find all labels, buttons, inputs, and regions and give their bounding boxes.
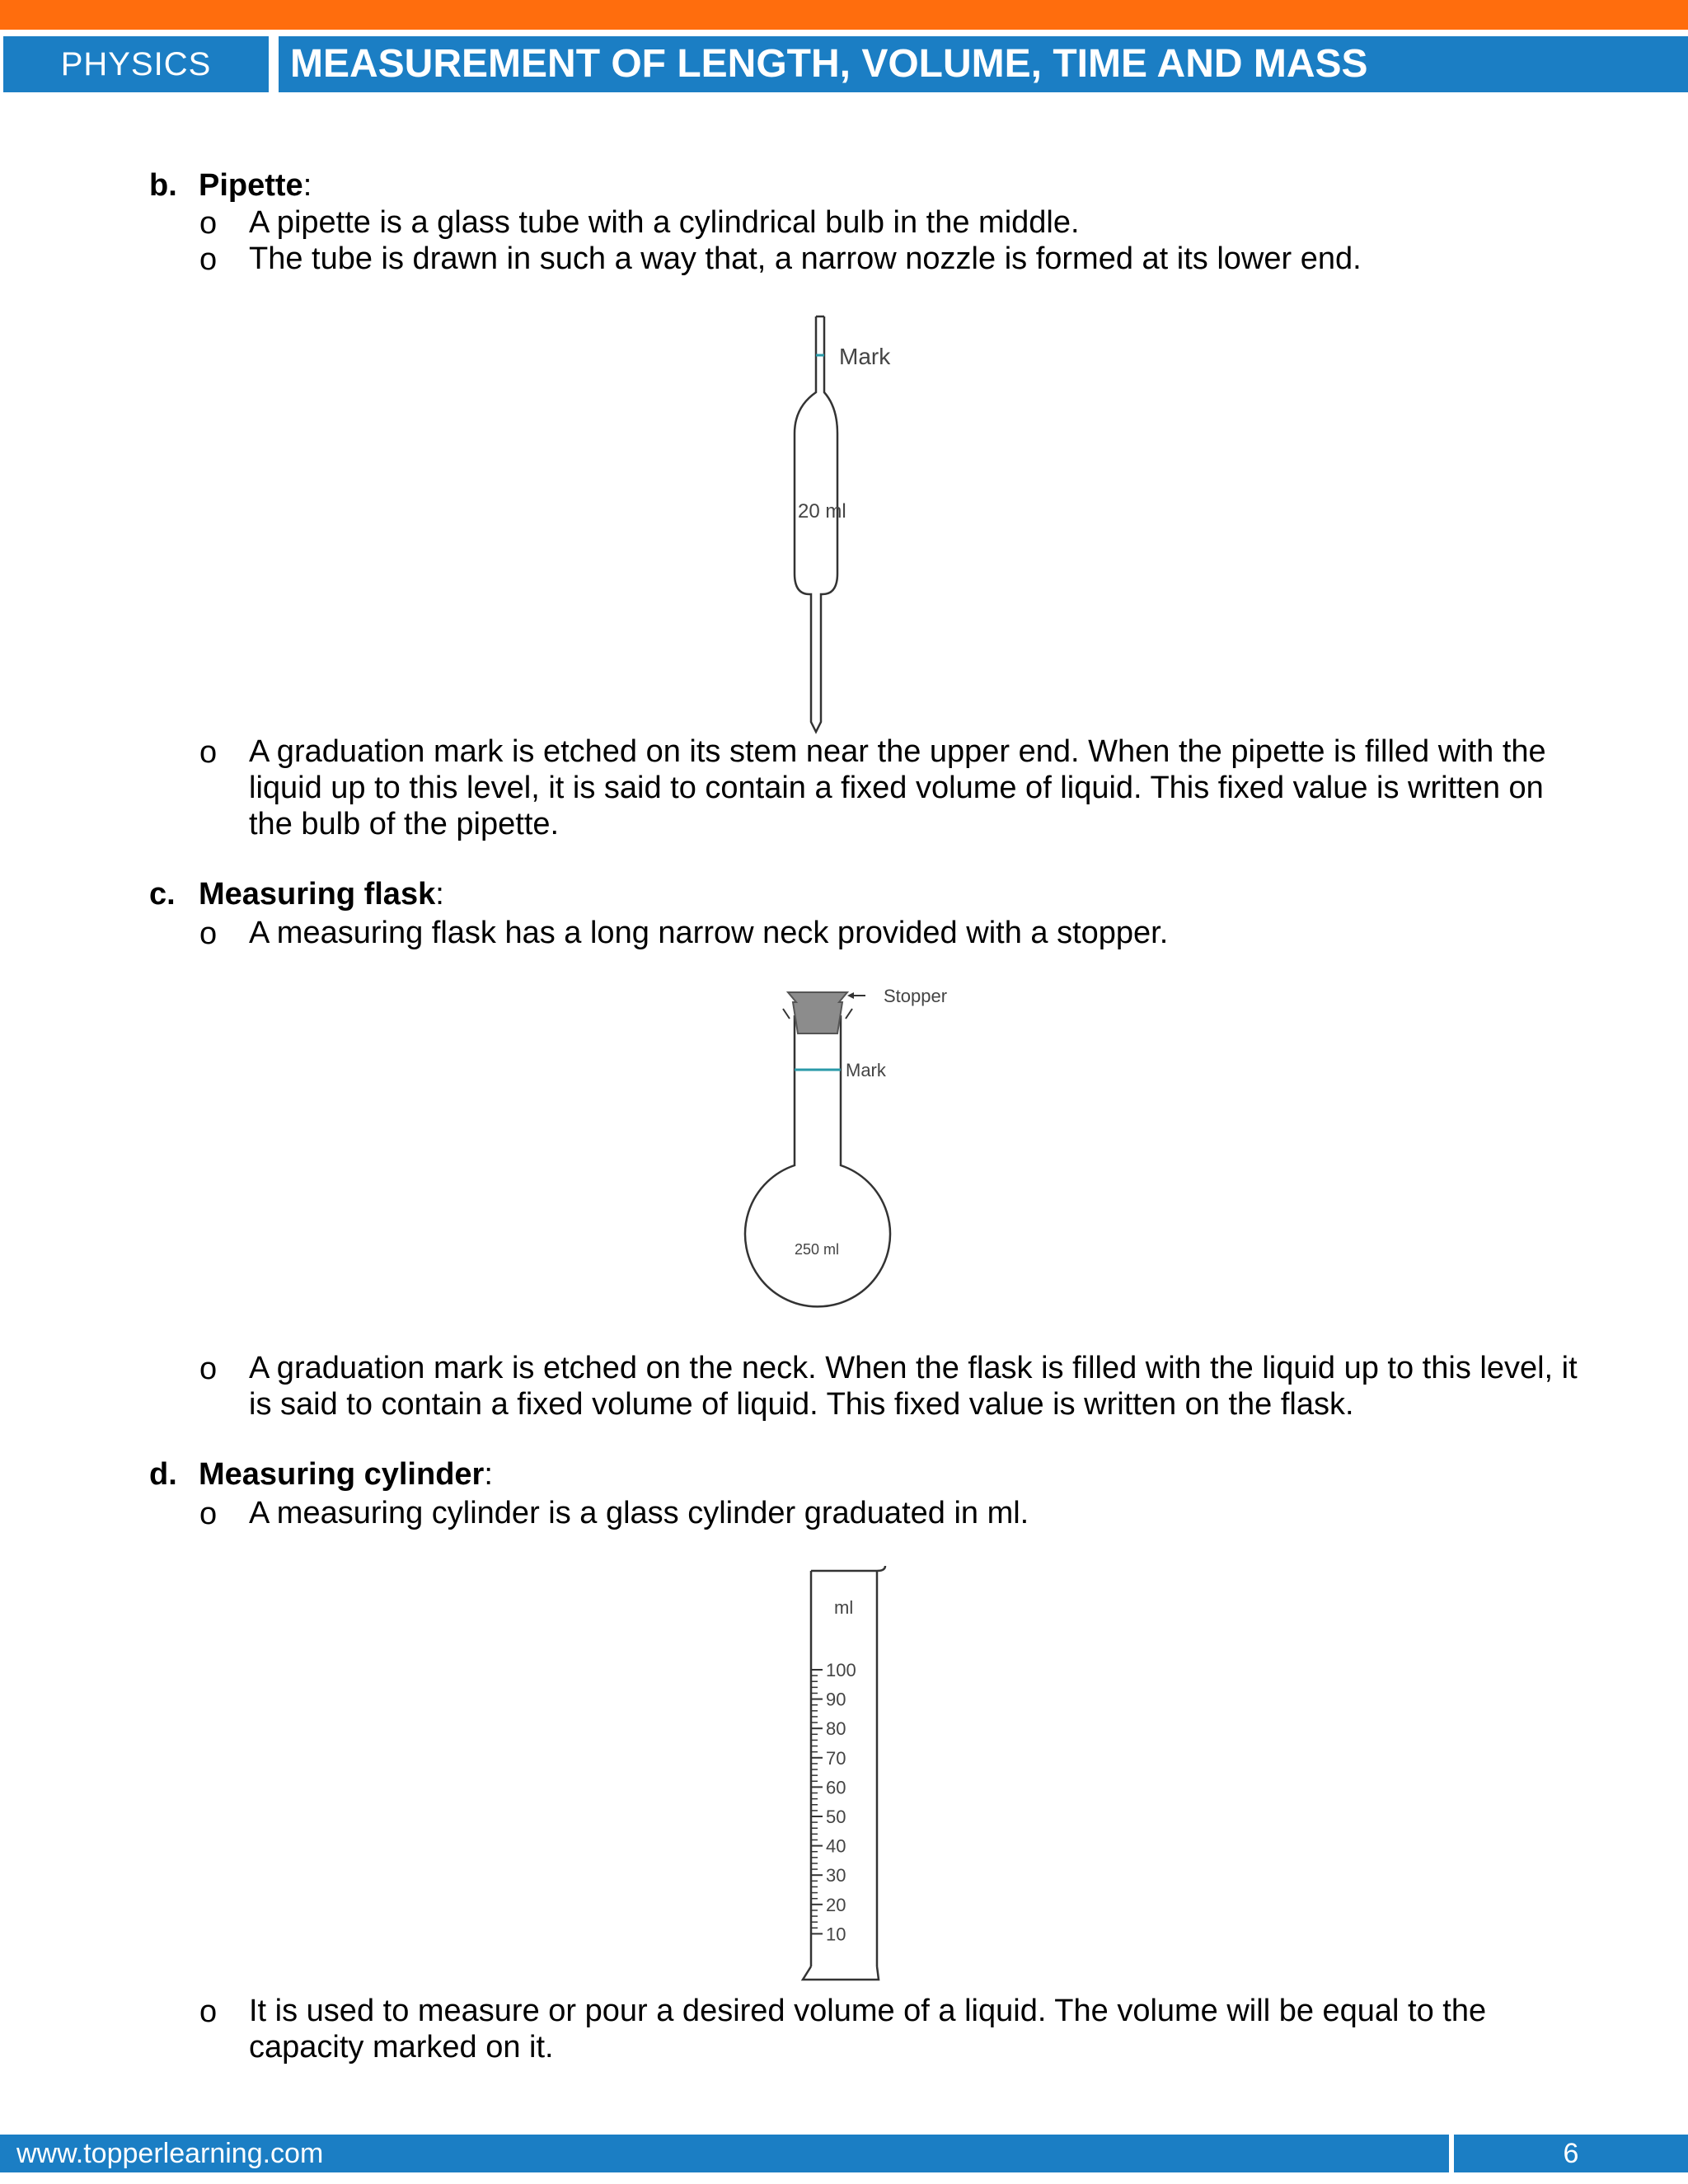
page-header <box>0 36 1688 92</box>
website-link[interactable]: www.topperlearning.com <box>0 2135 1449 2172</box>
pipette-outline <box>795 316 837 732</box>
page-footer <box>0 2135 1688 2172</box>
cylinder-tick-label: 90 <box>826 1689 846 1710</box>
section-title: Measuring flask <box>199 877 436 912</box>
cylinder-bullet-2: It is used to measure or pour a desired volume of a liquid. The volume will be equal to the capacity marked on it. <box>249 1994 1487 2064</box>
flask-volume-label: 250 ml <box>795 1241 840 1258</box>
bullet-marker: o <box>199 735 218 770</box>
flask-bullet-1: A measuring flask has a long narrow neck provided with a stopper. <box>249 916 1169 950</box>
section-title: Measuring cylinder <box>199 1457 485 1492</box>
flask-bullet-2: A graduation mark is etched on the neck. When the flask is filled with the liquid up to this level, it is said to contain a fixed volume of liquid. This fixed value is written on the flask. <box>249 1351 1578 1422</box>
cylinder-bullet-1: A measuring cylinder is a glass cylinder graduated in ml. <box>249 1496 1029 1530</box>
section-colon: : <box>484 1457 493 1492</box>
section-title: Pipette <box>199 168 303 203</box>
cylinder-outline <box>811 1566 885 1966</box>
chapter-title: MEASUREMENT OF LENGTH, VOLUME, TIME AND MASS <box>279 36 1688 92</box>
subject-label: PHYSICS <box>3 36 269 92</box>
bullet-marker: o <box>199 242 218 277</box>
bullet-marker: o <box>199 1352 218 1386</box>
top-accent-bar <box>0 0 1688 30</box>
cylinder-scale <box>811 1660 856 1944</box>
flask-mark-label: Mark <box>846 1060 886 1080</box>
pipette-bullet-1: A pipette is a glass tube with a cylindrical bulb in the middle. <box>249 205 1080 240</box>
pipette-bullet-3: A graduation mark is etched on its stem near the upper end. When the pipette is filled with the liquid up to this level, it is said to contain a fixed volume of liquid. This fixed value is written on the bulb of the pipette. <box>249 734 1546 841</box>
cylinder-base <box>803 1966 879 1980</box>
stopper-label: Stopper <box>884 986 948 1006</box>
pipette-volume-label: 20 ml <box>798 500 846 523</box>
bullet-marker: o <box>199 1994 218 2029</box>
cylinder-tick-label: 50 <box>826 1807 846 1827</box>
cylinder-tick-label: 60 <box>826 1777 846 1798</box>
flask-diagram <box>725 981 989 1319</box>
cylinder-tick-label: 80 <box>826 1718 846 1740</box>
section-letter: c. <box>149 877 176 912</box>
pipette-bullet-2: The tube is drawn in such a way that, a narrow nozzle is formed at its lower end. <box>249 241 1362 276</box>
section-heading-flask <box>149 877 444 912</box>
cylinder-tick-label: 20 <box>826 1894 846 1915</box>
bullet-marker: o <box>199 206 218 241</box>
cylinder-tick-label: 30 <box>826 1865 846 1886</box>
section-colon: : <box>435 877 444 912</box>
pipette-mark-label: Mark <box>839 344 891 369</box>
cylinder-unit-label: ml <box>834 1597 854 1618</box>
section-heading-pipette <box>149 168 312 204</box>
cylinder-tick-label: 10 <box>826 1924 846 1945</box>
section-heading-cylinder <box>149 1457 493 1493</box>
flask-outline <box>745 1015 890 1306</box>
cylinder-tick-label: 100 <box>826 1660 856 1680</box>
stopper-shape <box>788 992 847 1033</box>
section-letter: d. <box>149 1457 177 1492</box>
pipette-diagram <box>775 310 940 735</box>
stopper-arrowhead <box>847 992 854 999</box>
cylinder-tick-label: 70 <box>826 1747 846 1769</box>
section-colon: : <box>302 168 312 203</box>
cylinder-diagram <box>791 1563 907 1983</box>
section-letter: b. <box>149 168 177 203</box>
bullet-marker: o <box>199 916 218 951</box>
cylinder-tick-label: 40 <box>826 1835 846 1857</box>
page-number: 6 <box>1454 2135 1688 2172</box>
bullet-marker: o <box>199 1497 218 1531</box>
